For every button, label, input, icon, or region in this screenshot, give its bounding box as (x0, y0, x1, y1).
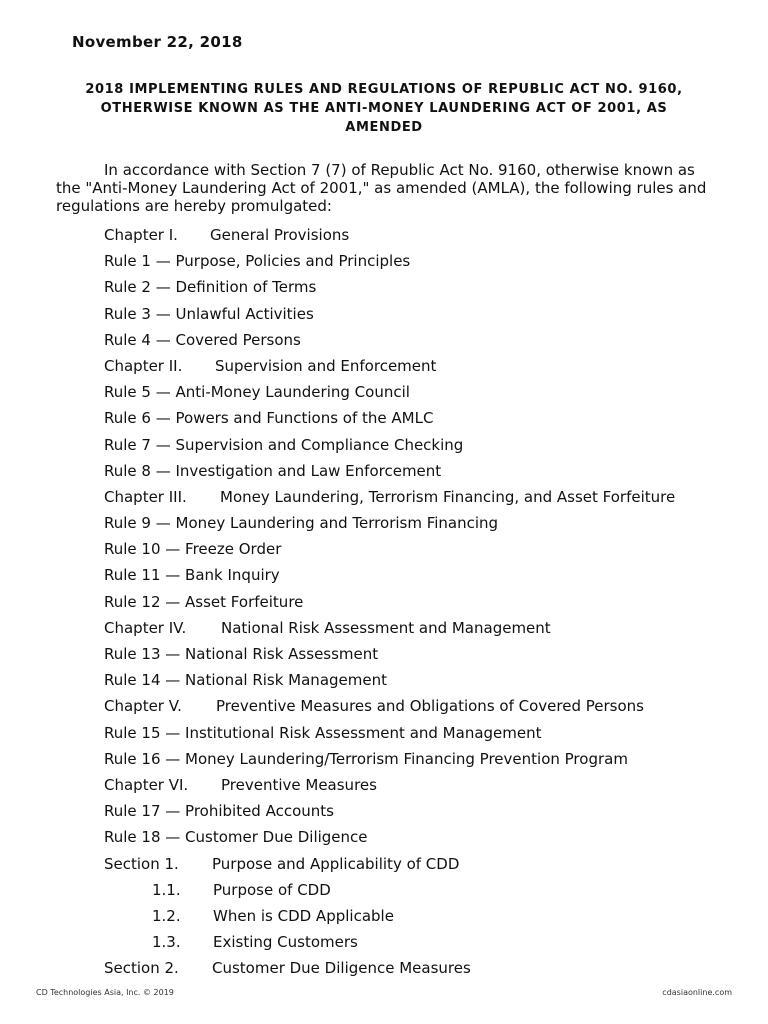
toc-rule (0, 274, 768, 300)
toc-rule (0, 510, 768, 536)
toc-rule-text: Rule 18 — Customer Due Diligence (104, 828, 368, 847)
toc-chapter-number: Chapter II. (104, 356, 183, 375)
table-of-contents (0, 222, 768, 981)
toc-rule-text: Rule 6 — Powers and Functions of the AMLC (104, 409, 434, 428)
toc-chapter (0, 693, 768, 719)
toc-chapter (0, 222, 768, 248)
toc-subsection (0, 877, 768, 903)
toc-chapter-title: Money Laundering, Terrorism Financing, and Asset Forfeiture (220, 487, 676, 506)
toc-rule (0, 641, 768, 667)
toc-section-number: Section 1. (104, 854, 179, 873)
toc-chapter (0, 484, 768, 510)
toc-rule (0, 562, 768, 588)
toc-chapter-title: Supervision and Enforcement (215, 356, 437, 375)
toc-chapter (0, 772, 768, 798)
toc-section (0, 955, 768, 981)
toc-rule-text: Rule 9 — Money Laundering and Terrorism Financing (104, 514, 499, 533)
toc-section-number: Section 2. (104, 959, 179, 978)
toc-rule (0, 405, 768, 431)
toc-rule (0, 824, 768, 850)
toc-rule (0, 746, 768, 772)
toc-section-title: Purpose and Applicability of CDD (212, 854, 460, 873)
toc-rule (0, 301, 768, 327)
footer-copyright: CD Technologies Asia, Inc. © 2019 (36, 988, 174, 997)
toc-chapter-title: Preventive Measures (221, 775, 377, 794)
footer-website: cdasiaonline.com (662, 988, 732, 997)
toc-rule (0, 379, 768, 405)
title-line: OTHERWISE KNOWN AS THE ANTI-MONEY LAUNDERING ACT OF 2001, AS (100, 101, 668, 116)
toc-rule (0, 248, 768, 274)
toc-subsection (0, 903, 768, 929)
toc-subsection (0, 929, 768, 955)
intro-line: the "Anti-Money Laundering Act of 2001," as amended (AMLA), the following rules and (56, 179, 707, 197)
document-date: November 22, 2018 (72, 33, 243, 51)
toc-rule (0, 458, 768, 484)
toc-section-title: Customer Due Diligence Measures (212, 959, 471, 978)
toc-rule-text: Rule 15 — Institutional Risk Assessment and Management (104, 723, 542, 742)
title-line: AMENDED (345, 120, 423, 135)
toc-chapter-number: Chapter VI. (104, 775, 189, 794)
toc-rule-text: Rule 7 — Supervision and Compliance Checking (104, 435, 464, 454)
toc-chapter (0, 615, 768, 641)
toc-chapter-number: Chapter I. (104, 226, 178, 244)
toc-chapter (0, 353, 768, 379)
toc-rule-text: Rule 10 — Freeze Order (104, 540, 282, 559)
toc-subsection-number: 1.1. (152, 880, 181, 899)
intro-paragraph (56, 161, 716, 215)
toc-rule-text: Rule 5 — Anti-Money Laundering Council (104, 383, 410, 402)
toc-chapter-title: Preventive Measures and Obligations of Covered Persons (216, 697, 644, 716)
toc-rule-text: Rule 8 — Investigation and Law Enforcement (104, 461, 442, 480)
toc-subsection-number: 1.2. (152, 906, 181, 925)
toc-rule (0, 667, 768, 693)
toc-subsection-number: 1.3. (152, 933, 181, 952)
toc-rule-text: Rule 17 — Prohibited Accounts (104, 802, 334, 821)
toc-rule-text: Rule 2 — Definition of Terms (104, 278, 317, 297)
toc-rule-text: Rule 3 — Unlawful Activities (104, 304, 314, 323)
toc-chapter-number: Chapter III. (104, 487, 187, 506)
toc-chapter-title: National Risk Assessment and Management (221, 618, 551, 637)
toc-rule-text: Rule 14 — National Risk Management (104, 671, 387, 690)
document-title (56, 80, 712, 137)
toc-subsection-text: Purpose of CDD (213, 880, 331, 899)
toc-rule (0, 432, 768, 458)
toc-rule (0, 327, 768, 353)
toc-rule (0, 589, 768, 615)
toc-chapter-title: General Provisions (210, 226, 350, 244)
toc-rule-text: Rule 12 — Asset Forfeiture (104, 592, 304, 611)
title-line: 2018 IMPLEMENTING RULES AND REGULATIONS OF REPUBLIC ACT NO. 9160, (85, 82, 683, 97)
intro-line: In accordance with Section 7 (7) of Republic Act No. 9160, otherwise known as (104, 161, 695, 179)
toc-rule (0, 798, 768, 824)
toc-section (0, 851, 768, 877)
toc-rule-text: Rule 11 — Bank Inquiry (104, 566, 280, 585)
toc-rule-text: Rule 13 — National Risk Assessment (104, 645, 379, 663)
toc-rule (0, 536, 768, 562)
toc-rule-text: Rule 1 — Purpose, Policies and Principles (104, 252, 411, 271)
toc-subsection-text: Existing Customers (213, 933, 358, 952)
toc-subsection-text: When is CDD Applicable (213, 906, 394, 925)
toc-rule (0, 720, 768, 746)
toc-rule-text: Rule 16 — Money Laundering/Terrorism Financing Prevention Program (104, 749, 628, 768)
intro-line: regulations are hereby promulgated: (56, 197, 332, 215)
toc-rule-text: Rule 4 — Covered Persons (104, 330, 301, 349)
toc-chapter-number: Chapter IV. (104, 618, 187, 637)
toc-chapter-number: Chapter V. (104, 697, 182, 716)
